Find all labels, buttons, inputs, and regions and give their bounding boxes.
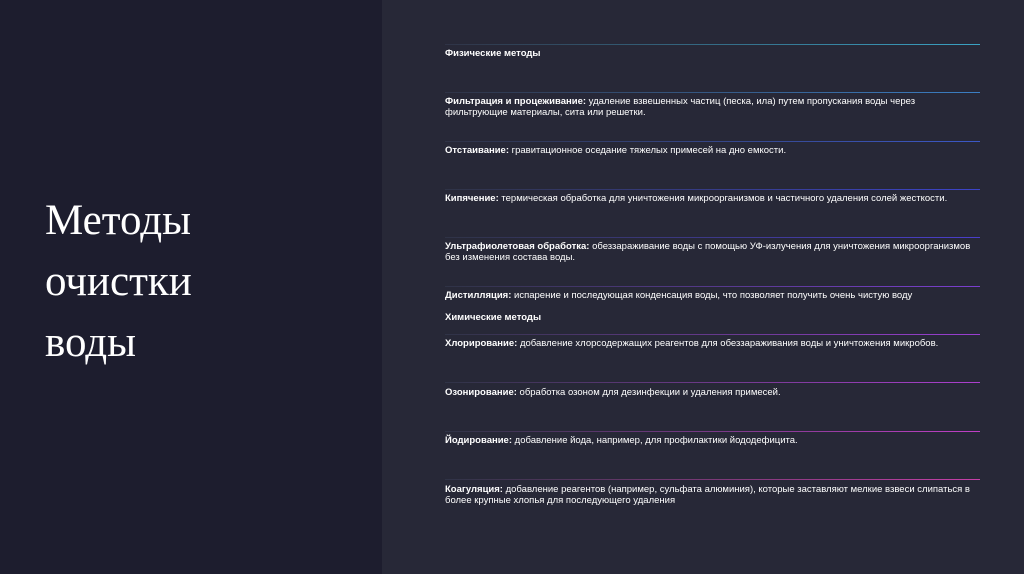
divider-rule bbox=[445, 189, 980, 190]
method-description: термическая обработка для уничтожения микроорганизмов и частичного удаления солей жесткости. bbox=[498, 193, 948, 204]
methods-list bbox=[445, 0, 980, 574]
method-item bbox=[445, 241, 980, 263]
method-item bbox=[445, 145, 980, 156]
divider-rule bbox=[445, 431, 980, 432]
method-term: Йодирование: bbox=[445, 435, 513, 446]
method-description: обеззараживание воды с помощью УФ-излучения для уничтожения микроорганизмов без изменения состава воды. bbox=[445, 241, 971, 263]
method-term: Хлорирование: bbox=[445, 338, 518, 349]
method-term: Фильтрация и процеживание: bbox=[445, 96, 587, 107]
title-line-3: воды bbox=[45, 319, 137, 366]
method-description: добавление реагентов (например, сульфата алюминия), которые заставляют мелкие взвеси слипаться в более крупные хлопья для последующего удаления bbox=[445, 484, 970, 506]
method-item bbox=[445, 338, 980, 349]
method-description: гравитационное оседание тяжелых примесей на дно емкости. bbox=[509, 145, 787, 156]
divider-rule bbox=[445, 44, 980, 45]
method-description: удаление взвешенных частиц (песка, ила) путем пропускания воды через фильтрующие материалы, сита или решетки. bbox=[445, 96, 916, 118]
method-item bbox=[445, 96, 980, 118]
method-item bbox=[445, 290, 980, 301]
method-term: Дистилляция: bbox=[445, 290, 512, 301]
method-term: Ультрафиолетовая обработка: bbox=[445, 241, 590, 252]
divider-rule bbox=[445, 141, 980, 142]
method-item bbox=[445, 387, 980, 398]
method-description: добавление хлорсодержащих реагентов для обеззараживания воды и уничтожения микробов. bbox=[517, 338, 939, 349]
divider-rule bbox=[445, 286, 980, 287]
divider-rule bbox=[445, 237, 980, 238]
method-item bbox=[445, 435, 980, 446]
physical-methods-heading: Физические методы bbox=[445, 48, 541, 59]
chemical-methods-heading: Химические методы bbox=[445, 312, 542, 323]
method-term: Кипячение: bbox=[445, 193, 499, 204]
title-panel bbox=[0, 0, 382, 574]
method-term: Озонирование: bbox=[445, 387, 517, 398]
divider-rule bbox=[445, 382, 980, 383]
slide-title bbox=[45, 190, 192, 373]
method-term: Коагуляция: bbox=[445, 484, 503, 495]
method-term: Отстаивание: bbox=[445, 145, 509, 156]
divider-rule bbox=[445, 92, 980, 93]
method-item bbox=[445, 484, 980, 506]
title-line-1: Методы bbox=[45, 197, 192, 244]
method-description: испарение и последующая конденсация воды, что позволяет получить очень чистую воду bbox=[511, 290, 913, 301]
divider-rule bbox=[445, 479, 980, 480]
method-description: обработка озоном для дезинфекции и удаления примесей. bbox=[516, 387, 781, 398]
title-line-2: очистки bbox=[45, 258, 192, 305]
method-description: добавление йода, например, для профилактики йододефицита. bbox=[512, 435, 798, 446]
method-item bbox=[445, 193, 980, 204]
divider-rule bbox=[445, 334, 980, 335]
